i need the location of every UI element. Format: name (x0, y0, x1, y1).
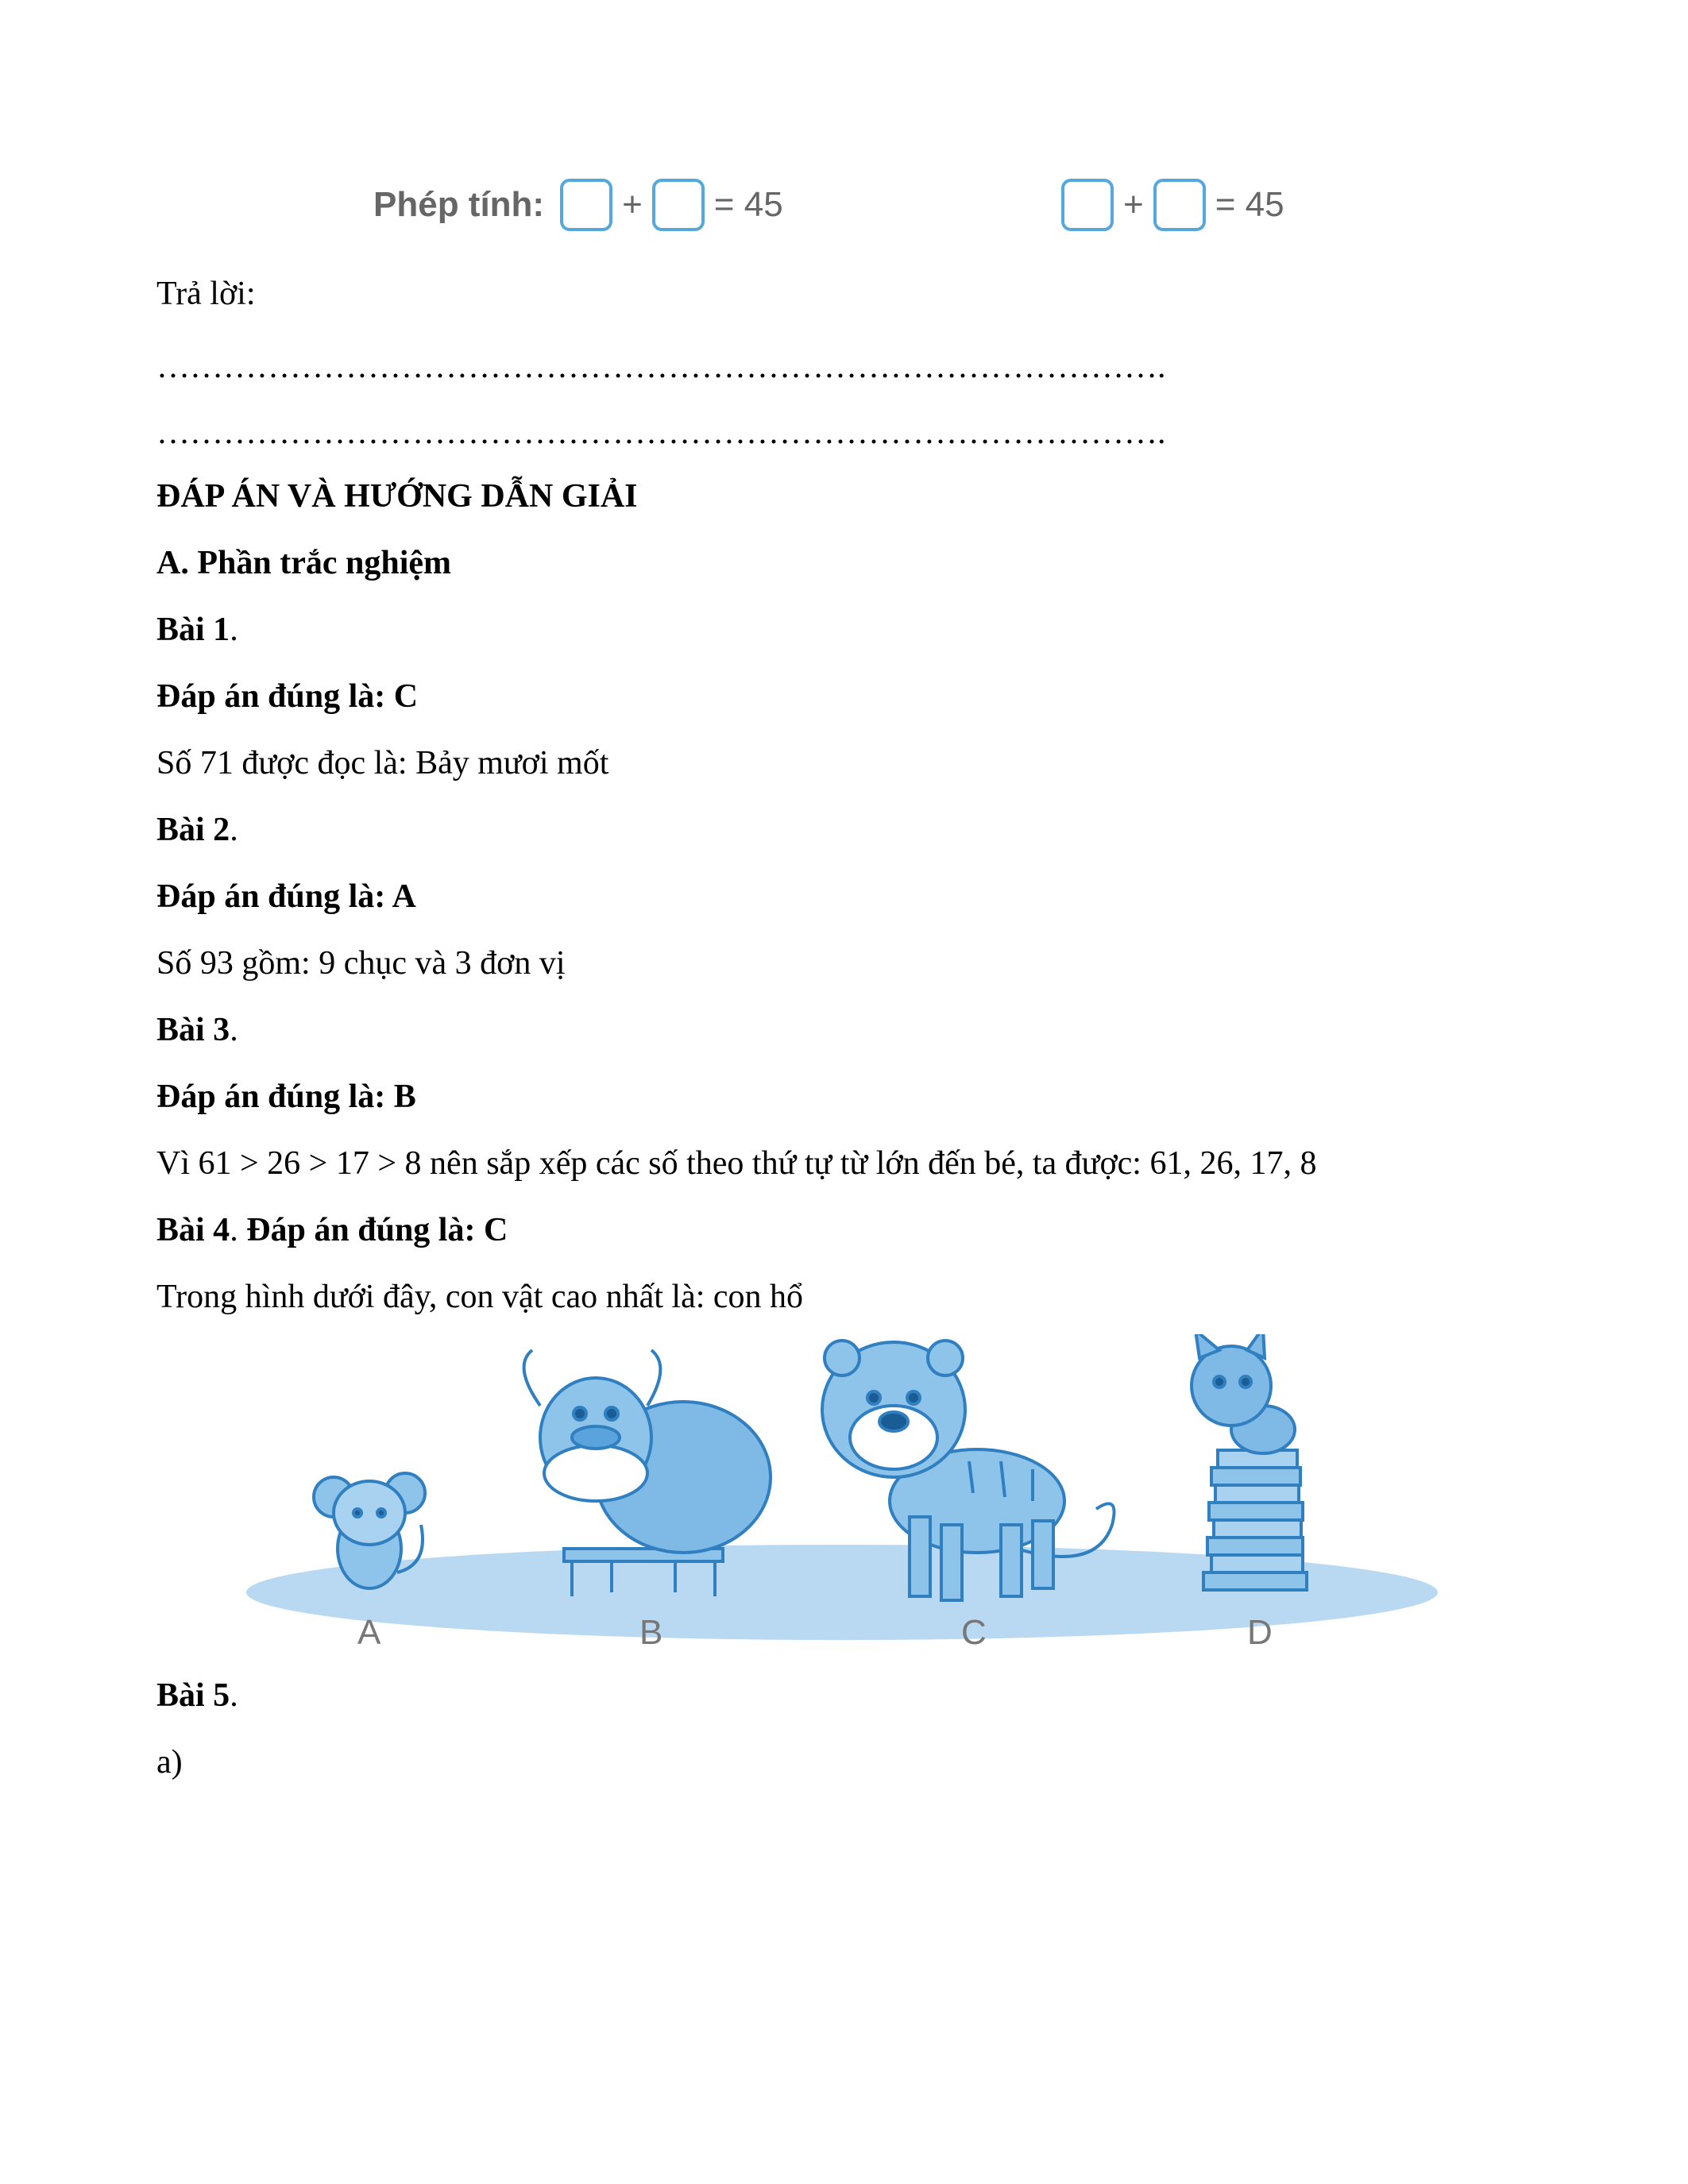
bai1-explanation: Số 71 được đọc là: Bảy mươi mốt (156, 745, 609, 781)
part-a-heading: A. Phần trắc nghiệm (156, 545, 451, 581)
equation-result: = 45 (1215, 185, 1284, 224)
figure-label-d: D (1247, 1613, 1273, 1652)
equation-left (373, 179, 788, 231)
punct: . (230, 812, 238, 848)
bai4-heading (156, 1210, 508, 1250)
bai-title: Bài 1 (156, 612, 230, 648)
answer-line: ………………………………………………………………………………. (156, 349, 1166, 385)
bai2-heading (156, 810, 238, 850)
bai1-answer: Đáp án đúng là: C (156, 678, 419, 715)
punct: . (230, 1012, 238, 1048)
bai-title: Bài 2 (156, 812, 230, 848)
blank-box (1153, 179, 1206, 231)
bai2-explanation: Số 93 gồm: 9 chục và 3 đơn vị (156, 945, 566, 982)
punct: . (230, 612, 238, 648)
plus-sign: + (1123, 185, 1144, 224)
bai3-heading (156, 1010, 238, 1050)
bai2-answer: Đáp án đúng là: A (156, 878, 416, 915)
blank-box (1061, 179, 1114, 231)
bai4-answer: Đáp án đúng là: C (238, 1212, 508, 1248)
answer-prompt: Trả lời: (156, 276, 256, 312)
bai3-explanation: Vì 61 > 26 > 17 > 8 nên sắp xếp các số theo thứ tự từ lớn đến bé, ta được: 61, 26, 17, 8 (156, 1145, 1317, 1182)
equation-right (1056, 179, 1289, 231)
blank-box (652, 179, 705, 231)
bai5-heading (156, 1676, 238, 1715)
figure-label-b: B (639, 1613, 663, 1652)
bai4-explanation: Trong hình dưới đây, con vật cao nhất là: con hổ (156, 1279, 804, 1315)
animals-figure (238, 1334, 1446, 1652)
section-title: ĐÁP ÁN VÀ HƯỚNG DẪN GIẢI (156, 478, 638, 515)
bai1-heading (156, 610, 238, 650)
bai5-sub: a) (156, 1744, 183, 1781)
equation-label: Phép tính: (373, 185, 545, 224)
bai-title: Bài 3 (156, 1012, 230, 1048)
punct: . (230, 1212, 238, 1248)
answer-line: ………………………………………………………………………………. (156, 415, 1166, 451)
bai3-answer: Đáp án đúng là: B (156, 1078, 416, 1115)
cat-icon (1192, 1334, 1307, 1590)
plus-sign: + (622, 185, 643, 224)
bai-title: Bài 5 (156, 1677, 230, 1714)
blank-box (560, 179, 612, 231)
equation-result: = 45 (713, 185, 783, 224)
punct: . (230, 1677, 238, 1714)
figure-label-c: C (961, 1613, 987, 1652)
figure-label-a: A (357, 1613, 381, 1652)
bai-title: Bài 4 (156, 1212, 230, 1248)
